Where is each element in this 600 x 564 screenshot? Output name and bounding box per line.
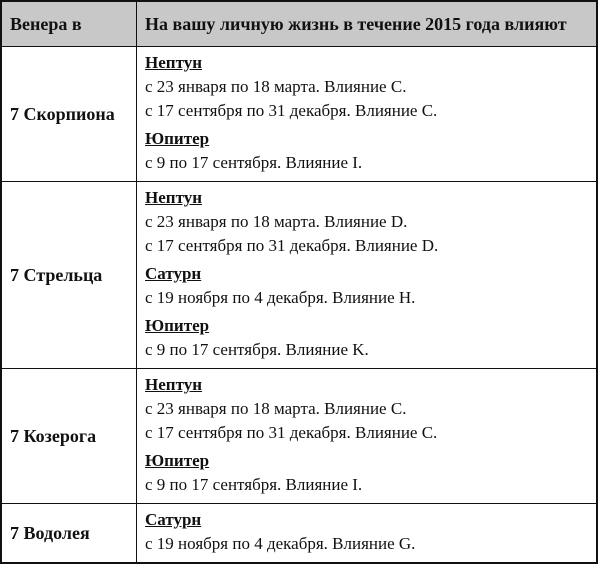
table-row — [1, 47, 597, 182]
period-line: с 17 сентября по 31 декабря. Влияние D. — [145, 236, 439, 255]
planet-name: Юпитер — [145, 129, 210, 148]
planet-name: Нептун — [145, 188, 202, 207]
table-row — [1, 182, 597, 369]
period-line: с 19 ноября по 4 декабря. Влияние H. — [145, 288, 416, 307]
period-line: с 23 января по 18 марта. Влияние C. — [145, 77, 407, 96]
period-line: с 9 по 17 сентября. Влияние I. — [145, 475, 363, 494]
planet-block — [145, 186, 588, 258]
period-line: с 17 сентября по 31 декабря. Влияние C. — [145, 423, 438, 442]
planet-name: Нептун — [145, 375, 202, 394]
table-row — [1, 504, 597, 564]
sign-cell: 7 Скорпиона — [1, 47, 137, 182]
header-venus-in: Венера в — [1, 1, 137, 47]
planet-block — [145, 51, 588, 123]
planet-name: Сатурн — [145, 264, 202, 283]
planet-block — [145, 449, 588, 497]
planet-block — [145, 262, 588, 310]
sign-cell: 7 Стрельца — [1, 182, 137, 369]
period-line: с 19 ноября по 4 декабря. Влияние G. — [145, 534, 416, 553]
sign-cell: 7 Козерога — [1, 369, 137, 504]
period-line: с 17 сентября по 31 декабря. Влияние C. — [145, 101, 438, 120]
influence-cell — [137, 504, 598, 564]
period-line: с 23 января по 18 марта. Влияние C. — [145, 399, 407, 418]
period-line: с 9 по 17 сентября. Влияние K. — [145, 340, 369, 359]
header-influences: На вашу личную жизнь в течение 2015 года влияют — [137, 1, 598, 47]
planet-block — [145, 508, 588, 556]
table-body — [1, 47, 597, 564]
table-header-row — [1, 1, 597, 47]
period-line: с 9 по 17 сентября. Влияние I. — [145, 153, 363, 172]
influence-cell — [137, 182, 598, 369]
influence-cell — [137, 369, 598, 504]
period-line: с 23 января по 18 марта. Влияние D. — [145, 212, 408, 231]
planet-block — [145, 127, 588, 175]
sign-cell: 7 Водолея — [1, 504, 137, 564]
planet-name: Юпитер — [145, 451, 210, 470]
planet-block — [145, 373, 588, 445]
planet-name: Сатурн — [145, 510, 202, 529]
planet-name: Нептун — [145, 53, 202, 72]
table-row — [1, 369, 597, 504]
planet-block — [145, 314, 588, 362]
influence-cell — [137, 47, 598, 182]
planet-name: Юпитер — [145, 316, 210, 335]
